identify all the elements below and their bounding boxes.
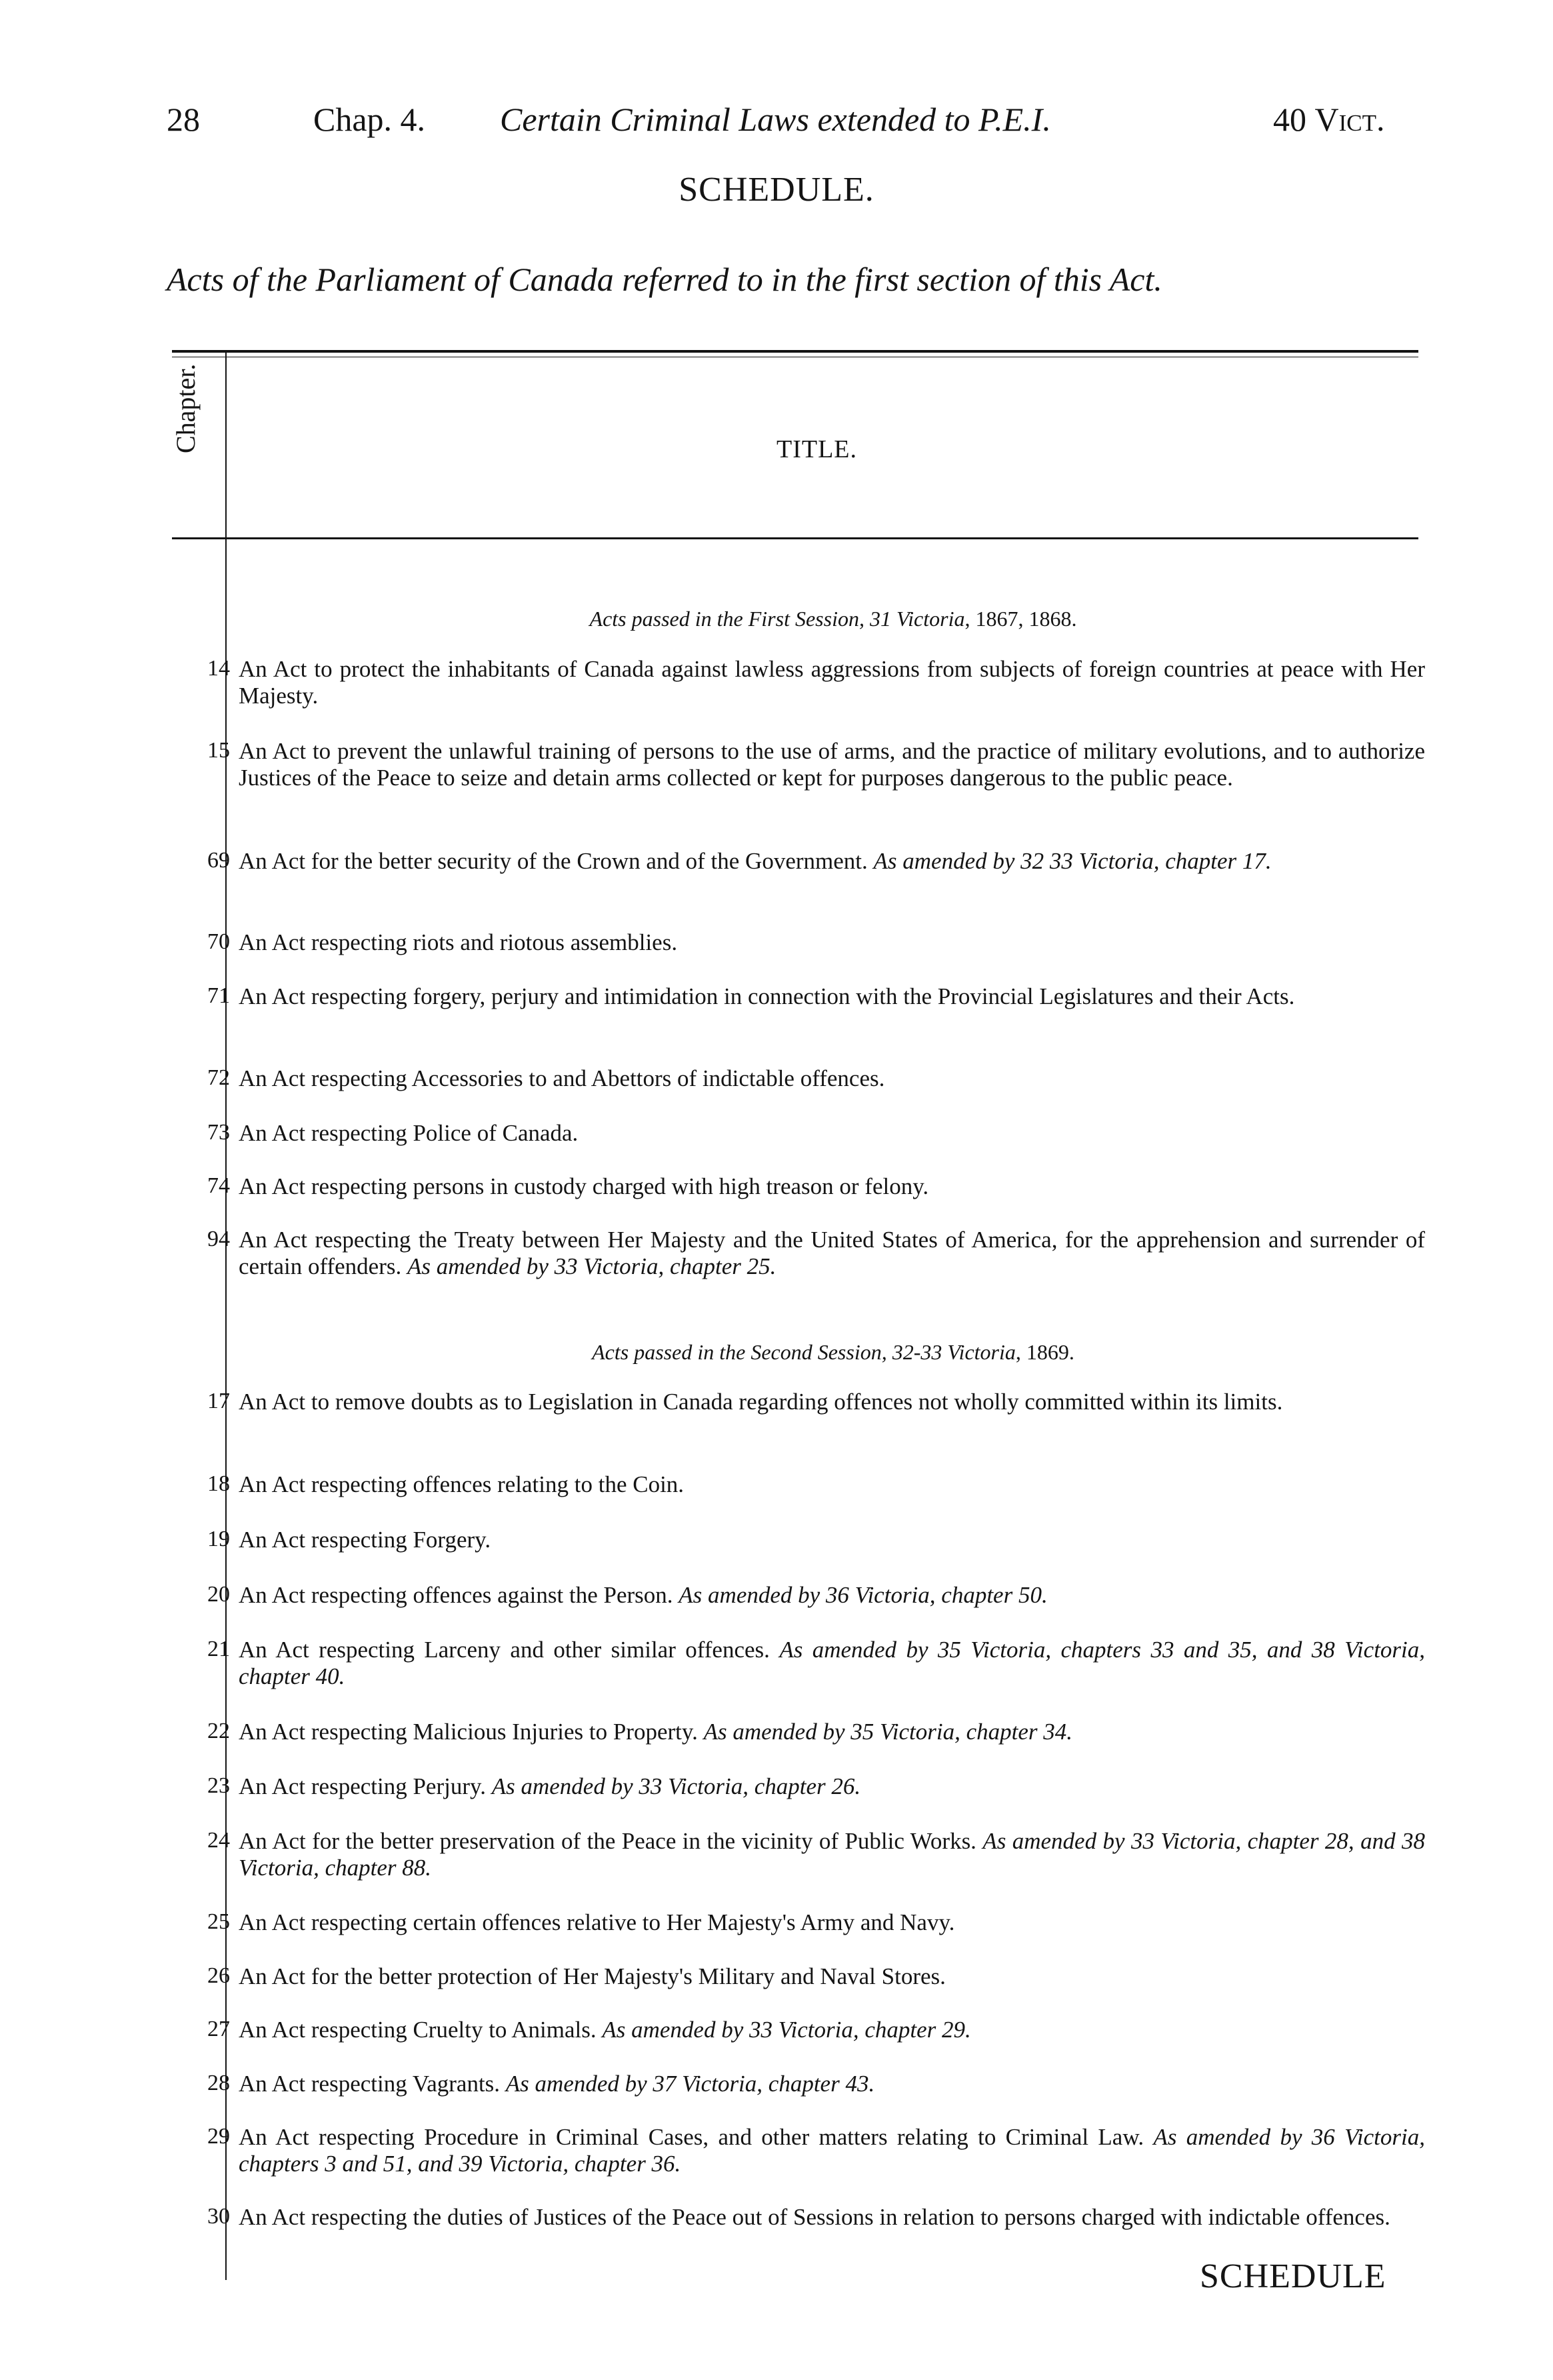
- entry-title: An Act respecting Larceny and other similar offences. As amended by 35 Victoria, chapters 33 and 35, and 38 Victoria, chapter 40.: [239, 1637, 1426, 1689]
- entry-chapter-number: 74: [207, 1173, 230, 1198]
- entry-title: An Act respecting Accessories to and Abettors of indictable offences.: [239, 1065, 885, 1091]
- entry-title: An Act respecting persons in custody charged with high treason or felony.: [239, 1173, 929, 1199]
- section-heading-first-session: Acts passed in the First Session, 31 Victoria, 1867, 1868.: [589, 607, 1077, 631]
- entry-title: An Act respecting offences relating to the Coin.: [239, 1471, 685, 1497]
- entry-chapter-number: 27: [207, 2017, 230, 2041]
- entry-title: An Act respecting offences against the Person. As amended by 36 Victoria, chapter 50.: [239, 1582, 1048, 1608]
- entry-chapter-number: 21: [207, 1637, 230, 1661]
- entry-chapter-number: 26: [207, 1963, 230, 1988]
- entry-title: An Act respecting the Treaty between Her Majesty and the United States of America, for the apprehension and surrender of certain offenders. As amended by 33 Victoria, chapter 25.: [239, 1227, 1425, 1279]
- entry-title: An Act for the better security of the Crown and of the Government. As amended by 32 33 Victoria, chapter 17.: [239, 848, 1272, 874]
- section-heading-second-session: Acts passed in the Second Session, 32-33 Victoria, 1869.: [592, 1340, 1074, 1364]
- entry-chapter-number: 71: [207, 983, 230, 1008]
- entry-chapter-number: 69: [207, 848, 230, 873]
- entry-chapter-number: 73: [207, 1120, 230, 1145]
- entry-title: An Act to prevent the unlawful training of persons to the use of arms, and the practice of military evolutions, and to authorize Justices of the Peace to seize and detain arms collected or kept for purposes dangerous to the public peace.: [239, 738, 1425, 791]
- entry-chapter-number: 17: [207, 1389, 230, 1413]
- entry-chapter-number: 29: [207, 2124, 230, 2149]
- entry-title: An Act for the better protection of Her Majesty's Military and Naval Stores.: [239, 1963, 946, 1989]
- entry-title: An Act respecting Vagrants. As amended by 37 Victoria, chapter 43.: [239, 2071, 875, 2097]
- entry-title: An Act respecting Cruelty to Animals. As amended by 33 Victoria, chapter 29.: [239, 2017, 971, 2043]
- entry-chapter-number: 25: [207, 1909, 230, 1934]
- entry-chapter-number: 18: [207, 1471, 230, 1496]
- entry-chapter-number: 19: [207, 1527, 230, 1551]
- entry-title: An Act respecting Perjury. As amended by 33 Victoria, chapter 26.: [239, 1773, 861, 1799]
- entry-title: An Act respecting Forgery.: [239, 1527, 491, 1553]
- schedule-heading: SCHEDULE.: [679, 171, 874, 209]
- entry-chapter-number: 22: [207, 1719, 230, 1743]
- entry-chapter-number: 15: [207, 738, 230, 763]
- page-number: 28: [167, 101, 200, 138]
- entry-title: An Act respecting forgery, perjury and intimidation in connection with the Provincial Legislatures and their Acts.: [239, 983, 1295, 1009]
- entry-title: An Act respecting riots and riotous assemblies.: [239, 929, 678, 955]
- entry-chapter-number: 24: [207, 1828, 230, 1853]
- entry-chapter-number: 94: [207, 1227, 230, 1251]
- chapter-column-label: Chapter.: [171, 363, 201, 453]
- regnal-year: [1273, 100, 1385, 139]
- entry-chapter-number: 23: [207, 1773, 230, 1798]
- entry-title: An Act respecting the duties of Justices of the Peace out of Sessions in relation to persons charged with indictable offences.: [239, 2204, 1390, 2230]
- entry-chapter-number: 14: [207, 656, 230, 681]
- header-bottom-rule: [172, 537, 1418, 539]
- column-divider: [225, 350, 227, 2280]
- entry-chapter-number: 72: [207, 1065, 230, 1090]
- entry-chapter-number: 30: [207, 2204, 230, 2229]
- running-title: Certain Criminal Laws extended to P.E.I.: [500, 101, 1051, 138]
- entry-title: An Act respecting Police of Canada.: [239, 1120, 579, 1146]
- entry-chapter-number: 20: [207, 1582, 230, 1607]
- entry-chapter-number: 70: [207, 929, 230, 954]
- entry-title: An Act respecting Malicious Injuries to Property. As amended by 35 Victoria, chapter 34.: [239, 1719, 1072, 1745]
- entry-title: An Act to remove doubts as to Legislation in Canada regarding offences not wholly committed within its limits.: [239, 1389, 1283, 1415]
- entry-title: An Act respecting Procedure in Criminal Cases, and other matters relating to Criminal Law. As amended by 36 Victoria, chapters 3 and 51, and 39 Victoria, chapter 36.: [239, 2124, 1425, 2177]
- chapter-reference: Chap. 4.: [313, 101, 426, 138]
- running-header: [0, 100, 1553, 153]
- schedule-subtitle: Acts of the Parliament of Canada referred to in the first section of this Act.: [167, 261, 1162, 298]
- regnal-number: 40: [1273, 101, 1306, 138]
- catchword: SCHEDULE: [1200, 2257, 1386, 2295]
- entry-title: An Act respecting certain offences relative to Her Majesty's Army and Navy.: [239, 1909, 955, 1935]
- title-column-label: TITLE.: [776, 435, 858, 463]
- table-top-rule: [172, 350, 1418, 353]
- entry-title: An Act for the better preservation of the Peace in the vicinity of Public Works. As amended by 33 Victoria, chapter 28, and 38 Victoria, chapter 88.: [239, 1828, 1425, 1881]
- regnal-word: Vict.: [1314, 101, 1385, 138]
- entry-title: An Act to protect the inhabitants of Canada against lawless aggressions from subjects of foreign countries at peace with Her Majesty.: [239, 656, 1425, 709]
- entry-chapter-number: 28: [207, 2071, 230, 2095]
